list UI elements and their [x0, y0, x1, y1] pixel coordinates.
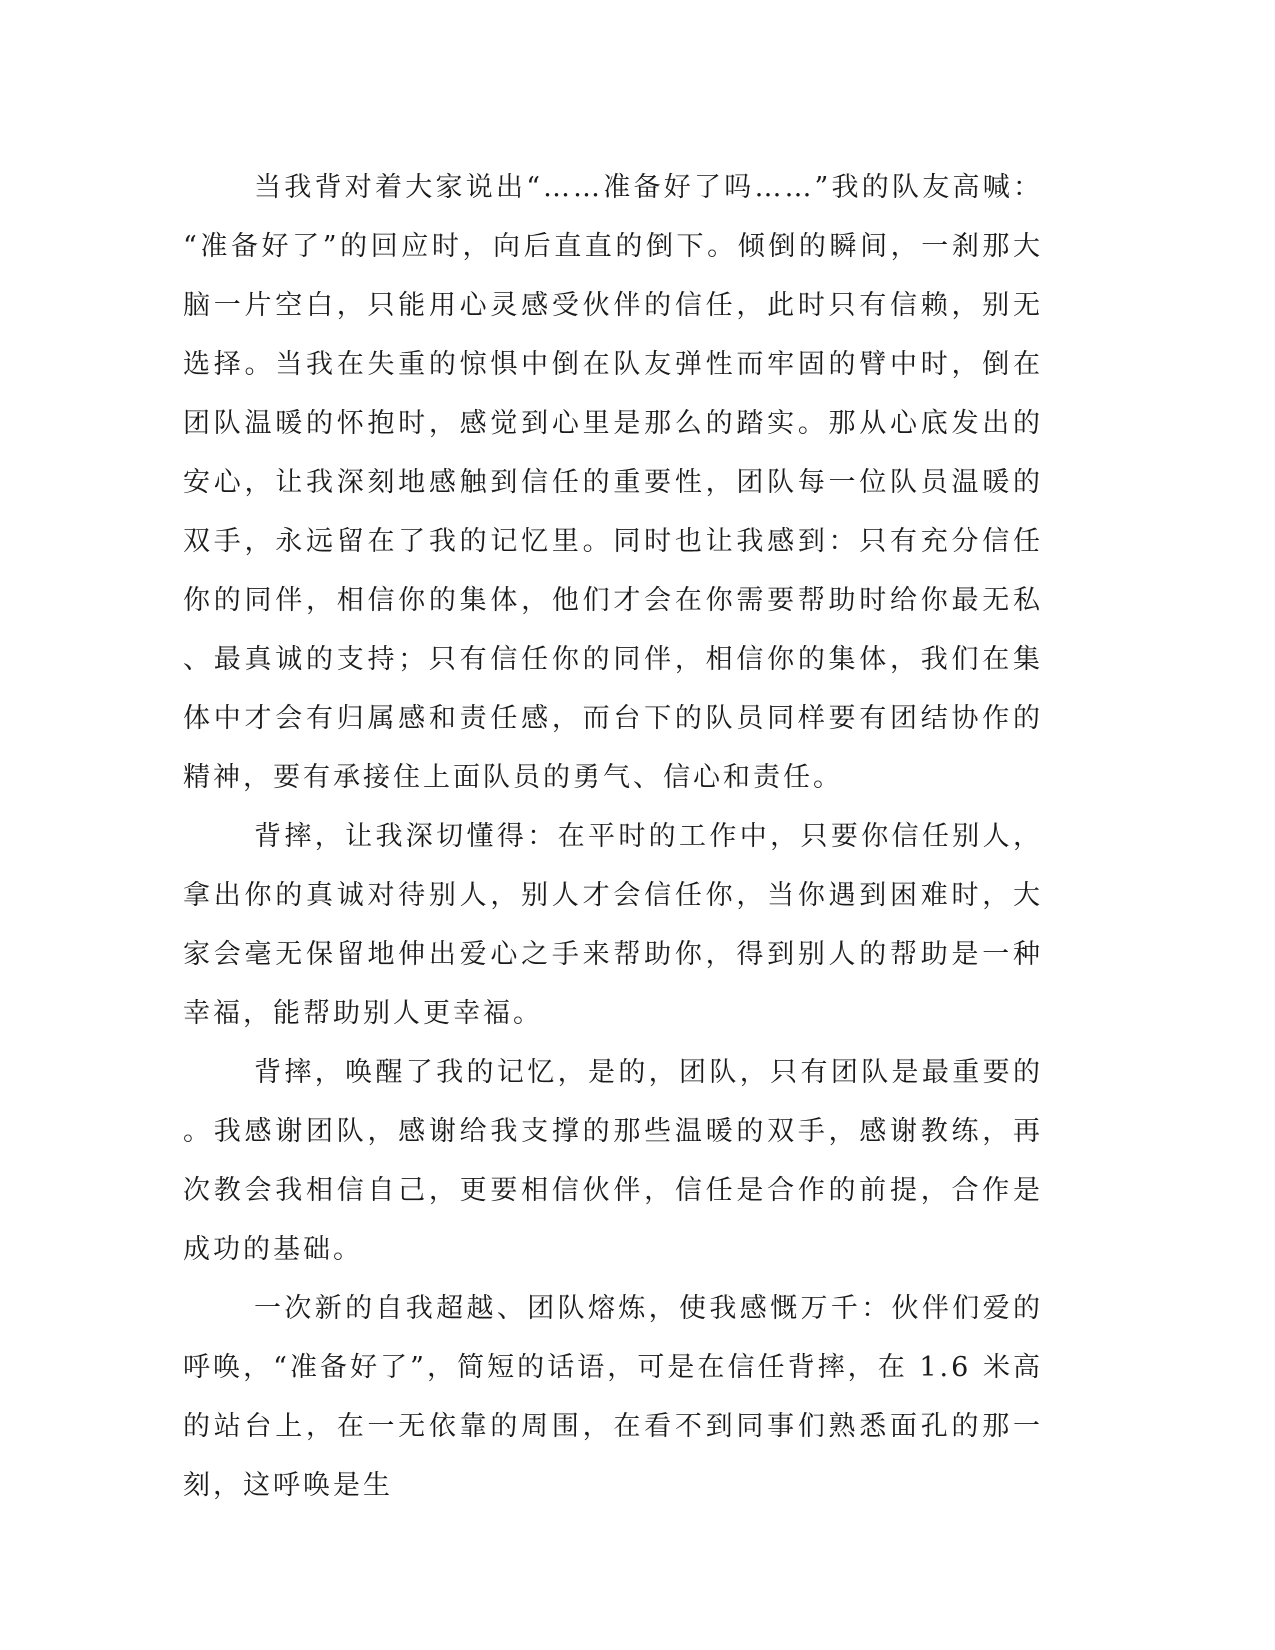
paragraph-gratitude-team: 背摔，唤醒了我的记忆，是的，团队，只有团队是最重要的。我感谢团队，感谢给我支撑的那些温暖的双手，感谢教练，再次教会我相信自己，更要相信伙伴，信任是合作的前提，合作是成功的基础。	[183, 1057, 1043, 1265]
paragraph-lesson-work: 背摔，让我深切懂得：在平时的工作中，只要你信任别人，拿出你的真诚对待别人，别人才会信任你，当你遇到困难时，大家会毫无保留地伸出爱心之手来帮助你，得到别人的帮助是一种幸福，能帮助别人更幸福。	[183, 821, 1043, 1029]
paragraph-self-transcendence: 一次新的自我超越、团队熔炼，使我感慨万千：伙伴们爱的呼唤，“准备好了”，简短的话语，可是在信任背摔，在 1.6 米高的站台上，在一无依靠的周围，在看不到同事们熟悉面孔的那一刻，这呼唤是生	[183, 1293, 1043, 1501]
document-body	[183, 158, 1043, 1515]
paragraph-trust-fall-experience: 当我背对着大家说出“……准备好了吗……”我的队友高喊：“准备好了”的回应时，向后直直的倒下。倾倒的瞬间，一刹那大脑一片空白，只能用心灵感受伙伴的信任，此时只有信赖，别无选择。当我在失重的惊惧中倒在队友弹性而牢固的臂中时，倒在团队温暖的怀抱时，感觉到心里是那么的踏实。那从心底发出的安心，让我深刻地感触到信任的重要性，团队每一位队员温暖的双手，永远留在了我的记忆里。同时也让我感到：只有充分信任你的同伴，相信你的集体，他们才会在你需要帮助时给你最无私、最真诚的支持；只有信任你的同伴，相信你的集体，我们在集体中才会有归属感和责任感，而台下的队员同样要有团结协作的精神，要有承接住上面队员的勇气、信心和责任。	[183, 172, 1043, 793]
